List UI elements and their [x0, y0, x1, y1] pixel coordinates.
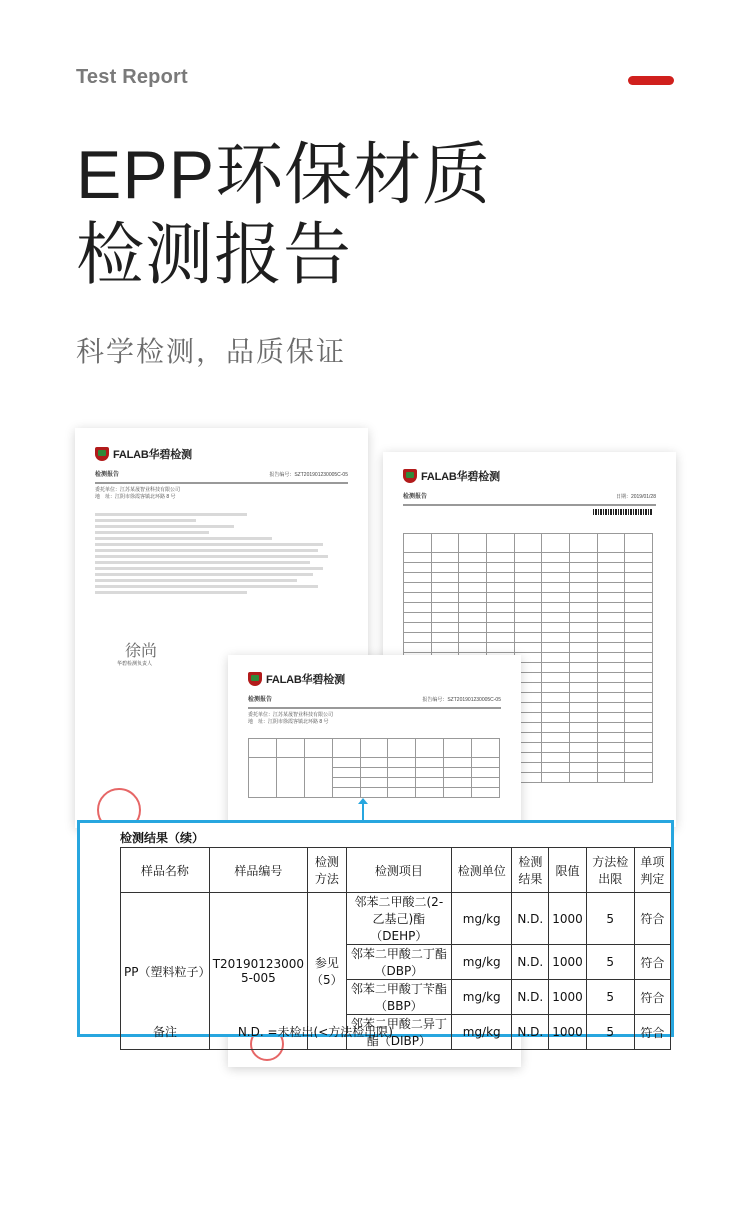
zoomed-results-panel	[77, 820, 674, 1048]
col-method: 检测方法	[308, 848, 347, 893]
falab-brand: FALAB华碧检测	[266, 674, 345, 686]
cell-sample-no: T20190123000 5-005	[209, 893, 307, 1050]
cell-item: 邻苯二甲酸二丁酯（DBP）	[346, 945, 451, 980]
doc-c-report-no: 报告编号：SZT201901230005C-05	[422, 697, 501, 703]
falab-logo	[248, 671, 501, 687]
cell-judge: 符合	[634, 1015, 670, 1050]
cell-mdl: 5	[586, 945, 634, 980]
results-note	[120, 1023, 393, 1040]
zoom-connector-arrow	[362, 802, 364, 822]
falab-shield-icon	[248, 672, 262, 686]
doc-b-date: 日期：2019/01/28	[615, 494, 656, 500]
table-row	[121, 893, 671, 945]
col-result: 检测结果	[512, 848, 549, 893]
cell-result: N.D.	[512, 980, 549, 1015]
cell-result: N.D.	[512, 1015, 549, 1050]
doc-a-client: 委托单位：江苏某晟智业科技有限公司	[95, 487, 181, 493]
doc-a-address: 地 址：江阴市徐霞客镇北环路 8 号	[95, 494, 176, 500]
cell-limit: 1000	[549, 893, 587, 945]
cell-item: 邻苯二甲酸二(2-乙基己)酯（DEHP）	[346, 893, 451, 945]
falab-shield-icon	[403, 469, 417, 483]
cell-result: N.D.	[512, 945, 549, 980]
cell-mdl: 5	[586, 980, 634, 1015]
signature: 徐尚	[125, 641, 158, 660]
col-sample-no: 样品编号	[209, 848, 307, 893]
col-limit: 限值	[549, 848, 587, 893]
col-sample-name: 样品名称	[121, 848, 210, 893]
cell-item: 邻苯二甲酸丁苄酯（BBP）	[346, 980, 451, 1015]
cell-item: 邻苯二甲酸二异丁酯（DIBP）	[346, 1015, 451, 1050]
results-header-row	[121, 848, 671, 893]
falab-brand: FALAB华碧检测	[113, 449, 192, 461]
falab-shield-icon	[95, 447, 109, 461]
col-judge: 单项判定	[634, 848, 670, 893]
signer-title: 华碧检测负责人	[117, 661, 153, 667]
cell-unit: mg/kg	[452, 945, 512, 980]
cell-unit: mg/kg	[452, 980, 512, 1015]
cell-judge: 符合	[634, 945, 670, 980]
title-line-1: EPP环保材质	[76, 137, 492, 213]
results-section-title: 检测结果（续）	[120, 831, 205, 845]
doc-c-address: 地 址：江阴市徐霞客镇北环路 8 号	[248, 719, 329, 725]
results-table	[120, 847, 671, 1050]
cell-mdl: 5	[586, 1015, 634, 1050]
falab-logo	[403, 468, 656, 484]
doc-b-report-label: 检测报告	[403, 494, 428, 500]
page-subtitle: 科学检测，品质保证	[76, 336, 347, 367]
cell-unit: mg/kg	[452, 893, 512, 945]
cell-judge: 符合	[634, 893, 670, 945]
col-unit: 检测单位	[452, 848, 512, 893]
cell-result: N.D.	[512, 893, 549, 945]
falab-logo	[95, 446, 348, 462]
doc-a-report-no: 报告编号：SZT201901230005C-05	[269, 472, 348, 478]
cell-limit: 1000	[549, 945, 587, 980]
doc-a-report-label: 检测报告	[95, 472, 120, 478]
col-test-item: 检测项目	[346, 848, 451, 893]
report-tag: Test Report	[76, 66, 188, 88]
col-mdl: 方法检出限	[586, 848, 634, 893]
doc-c-client: 委托单位：江苏某晟智业科技有限公司	[248, 712, 334, 718]
title-line-2: 检测报告	[76, 217, 353, 293]
cell-sample-name: PP（塑料粒子）	[121, 893, 210, 1050]
cell-method: 参见（5）	[308, 893, 347, 1050]
cell-judge: 符合	[634, 980, 670, 1015]
doc-c-results-table	[248, 738, 500, 798]
note-text: N.D. =未检出(<方法检出限)	[237, 1025, 393, 1039]
accent-bar	[628, 76, 674, 85]
cell-limit: 1000	[549, 1015, 587, 1050]
falab-brand: FALAB华碧检测	[421, 471, 500, 483]
cell-limit: 1000	[549, 980, 587, 1015]
note-label: 备注	[152, 1025, 177, 1039]
page-title	[76, 135, 491, 295]
cell-mdl: 5	[586, 893, 634, 945]
cell-unit: mg/kg	[452, 1015, 512, 1050]
doc-c-report-label: 检测报告	[248, 697, 273, 703]
